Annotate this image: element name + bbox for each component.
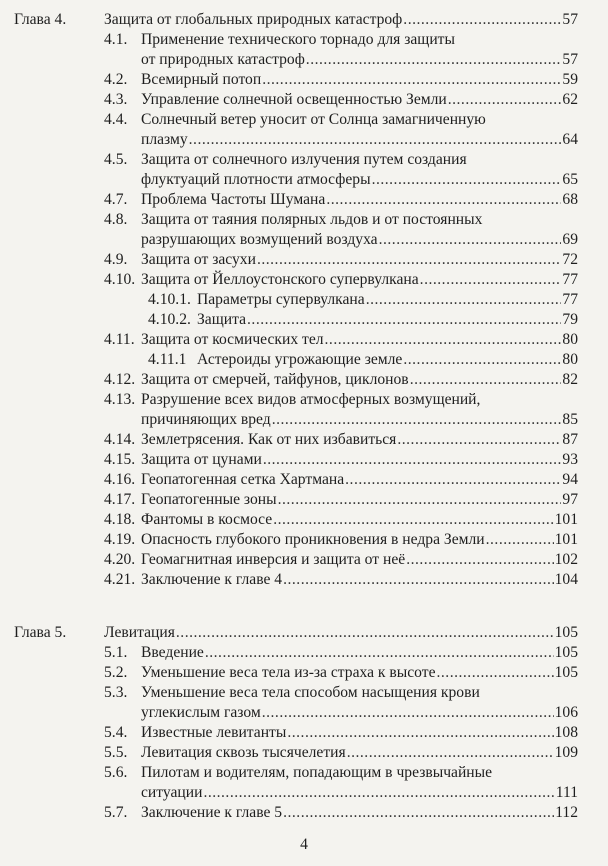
entry-number: 4.18. (104, 511, 136, 528)
toc-entry-line (0, 170, 608, 190)
entry-title: флуктуаций плотности атмосферы (141, 171, 371, 188)
entry-number: 4.19. (104, 531, 136, 548)
entry-title: Защита (197, 311, 247, 328)
entry-page-number: 109 (554, 744, 578, 761)
entry-title: плазму (141, 131, 188, 148)
entry-title: Левитация сквозь тысячелетия (141, 744, 346, 761)
chapter-heading-row (104, 10, 578, 30)
entry-title: разрушающих возмущений воздуха (141, 231, 378, 248)
leader-dots (257, 250, 561, 270)
entry-number: 4.10.2. (148, 311, 191, 328)
leader-dots (306, 50, 562, 70)
entry-number: 5.1. (104, 644, 128, 661)
entry-title: Левитация (104, 624, 175, 641)
entry-title: Солнечный ветер уносит от Солнца замагниченную (141, 111, 486, 128)
toc-entry-line-row (141, 330, 578, 350)
toc-entry-line (0, 763, 608, 783)
leader-dots (420, 270, 562, 290)
entry-page-number: 65 (562, 171, 578, 188)
toc-entry-line (0, 803, 608, 823)
toc-entry-line-row (141, 130, 578, 150)
toc-entry-line (0, 250, 608, 270)
toc-entry-line (0, 70, 608, 90)
entry-title: Всемирный потоп (141, 71, 262, 88)
leader-dots (379, 230, 562, 250)
entry-title: причиняющих вред (141, 411, 271, 428)
toc-entry-line (0, 50, 608, 70)
entry-title: Геопатогенная сетка Хартмана (141, 471, 345, 488)
entry-page-number: 105 (554, 644, 578, 661)
entry-title: Уменьшение веса тела из-за страха к высоте (141, 664, 436, 681)
toc-entry-line-row (141, 250, 578, 270)
entry-page-number: 57 (562, 51, 578, 68)
leader-dots (437, 663, 554, 683)
entry-number: 4.20. (104, 551, 136, 568)
toc-entry-line-row (141, 370, 578, 390)
entry-title: Применение технического торнадо для защиты (141, 31, 455, 48)
entry-page-number: 80 (562, 351, 578, 368)
toc-entry-line (0, 510, 608, 530)
toc-entry-line-row (141, 450, 578, 470)
chapter-heading (0, 10, 608, 30)
entry-page-number: 108 (554, 724, 578, 741)
entry-title: Управление солнечной освещенностью Земли (141, 91, 447, 108)
entry-page-number: 101 (554, 511, 578, 528)
entry-page-number: 77 (562, 271, 578, 288)
toc-entry-line-row (197, 350, 578, 370)
entry-title: Проблема Частоты Шумана (141, 191, 326, 208)
toc-entry-line-row (141, 410, 578, 430)
leader-dots (325, 330, 562, 350)
toc-entry-line (0, 90, 608, 110)
entry-number: 4.10.1. (148, 291, 191, 308)
entry-number: 5.3. (104, 684, 128, 701)
toc-entry-line (0, 743, 608, 763)
entry-number: 4.14. (104, 431, 136, 448)
leader-dots (262, 703, 554, 723)
entry-number: 4.5. (104, 151, 128, 168)
toc-entry-line (0, 550, 608, 570)
entry-page-number: 106 (554, 704, 578, 721)
toc-entry-line (0, 490, 608, 510)
entry-page-number: 80 (562, 331, 578, 348)
entry-title: Известные левитанты (141, 724, 287, 741)
entry-page-number: 104 (554, 571, 578, 588)
entry-title: Параметры супервулкана (197, 291, 365, 308)
toc-entry-line (0, 130, 608, 150)
entry-number: 4.21. (104, 571, 136, 588)
chapter-label: Глава 5. (14, 624, 67, 641)
entry-number: 4.4. (104, 111, 128, 128)
toc-entry-line (0, 783, 608, 803)
leader-dots (262, 70, 561, 90)
leader-dots (189, 130, 562, 150)
toc-entry-line (0, 410, 608, 430)
leader-dots (326, 190, 561, 210)
entry-title: Защита от глобальных природных катастроф (104, 11, 403, 28)
toc-entry-line-row (141, 643, 578, 663)
toc-entry-line-row (141, 170, 578, 190)
toc-entry-line (0, 110, 608, 130)
leader-dots (448, 90, 562, 110)
entry-title: Защита от космических тел (141, 331, 324, 348)
toc-entry-line (0, 530, 608, 550)
toc-entry-line (0, 230, 608, 250)
leader-dots (345, 470, 561, 490)
entry-number: 4.10. (104, 271, 136, 288)
entry-number: 4.12. (104, 371, 136, 388)
toc-entry-line (0, 570, 608, 590)
toc-entry-line-row (141, 743, 578, 763)
entry-page-number: 72 (562, 251, 578, 268)
leader-dots (283, 570, 554, 590)
toc-entry-line (0, 350, 608, 370)
entry-page-number: 82 (562, 371, 578, 388)
leader-dots (176, 623, 554, 643)
entry-title: Защита от солнечного излучения путем создания (141, 151, 467, 168)
toc-entry-line (0, 30, 608, 50)
entry-title: Разрушение всех видов атмосферных возмущений, (141, 391, 481, 408)
toc-entry-line (0, 703, 608, 723)
toc-entry-line-row (141, 50, 578, 70)
toc-entry-line (0, 643, 608, 663)
chapter-heading-row (104, 623, 578, 643)
entry-title: углекислым газом (141, 704, 261, 721)
leader-dots (287, 723, 553, 743)
leader-dots (203, 783, 554, 803)
toc-entry-line-row (141, 190, 578, 210)
leader-dots (205, 643, 554, 663)
toc-entry-line-row (141, 270, 578, 290)
toc-entry-line-row (141, 703, 578, 723)
entry-page-number: 105 (554, 664, 578, 681)
toc-entry-line (0, 210, 608, 230)
entry-number: 4.16. (104, 471, 136, 488)
entry-page-number: 59 (562, 71, 578, 88)
entry-title: Заключение к главе 5 (141, 804, 283, 821)
entry-number: 4.8. (104, 211, 128, 228)
toc-entry-line-row (141, 90, 578, 110)
entry-number: 5.4. (104, 724, 128, 741)
entry-title: Защита от смерчей, тайфунов, циклонов (141, 371, 409, 388)
toc-entry-line-row (141, 70, 578, 90)
toc-entry-line (0, 430, 608, 450)
entry-number: 4.13. (104, 391, 136, 408)
entry-title: Опасность глубокого проникновения в недра Земли (141, 531, 485, 548)
entry-page-number: 57 (562, 11, 578, 28)
toc-entry-line (0, 370, 608, 390)
entry-page-number: 94 (562, 471, 578, 488)
entry-page-number: 97 (562, 491, 578, 508)
toc-entry-line (0, 470, 608, 490)
entry-page-number: 111 (555, 784, 578, 801)
entry-page-number: 87 (562, 431, 578, 448)
entry-page-number: 102 (554, 551, 578, 568)
entry-title: от природных катастроф (141, 51, 305, 68)
entry-title: Геомагнитная инверсия и защита от неё (141, 551, 406, 568)
entry-page-number: 112 (555, 804, 578, 821)
leader-dots (278, 490, 562, 510)
entry-number: 5.2. (104, 664, 128, 681)
entry-title: Пилотам и водителям, попадающим в чрезвычайные (141, 764, 493, 781)
toc-entry-line-row (141, 230, 578, 250)
entry-page-number: 93 (562, 451, 578, 468)
entry-number: 4.1. (104, 31, 128, 48)
toc-entry-line (0, 290, 608, 310)
toc-entry-line-row (141, 663, 578, 683)
leader-dots (283, 803, 554, 823)
leader-dots (410, 370, 562, 390)
entry-title: Уменьшение веса тела способом насыщения крови (141, 684, 480, 701)
leader-dots (403, 350, 561, 370)
entry-number: 5.5. (104, 744, 128, 761)
entry-page-number: 85 (562, 411, 578, 428)
entry-page-number: 105 (554, 624, 578, 641)
toc-entry-line-row (141, 510, 578, 530)
entry-number: 5.7. (104, 804, 128, 821)
toc-entry-line-row (141, 783, 578, 803)
entry-page-number: 64 (562, 131, 578, 148)
toc-entry-line-row (141, 470, 578, 490)
leader-dots (366, 290, 562, 310)
leader-dots (486, 530, 554, 550)
entry-number: 5.6. (104, 764, 128, 781)
leader-dots (403, 10, 561, 30)
toc-entry-line-row (141, 570, 578, 590)
entry-number: 4.9. (104, 251, 128, 268)
entry-page-number: 79 (562, 311, 578, 328)
entry-title: Геопатогенные зоны (141, 491, 277, 508)
entry-title: Астероиды угрожающие земле (197, 351, 403, 368)
toc-entry-line-row (197, 310, 578, 330)
leader-dots (273, 510, 553, 530)
entry-page-number: 77 (562, 291, 578, 308)
entry-number: 4.7. (104, 191, 128, 208)
toc-entry-line (0, 390, 608, 410)
entry-page-number: 69 (562, 231, 578, 248)
entry-page-number: 101 (554, 531, 578, 548)
toc-entry-line-row (141, 530, 578, 550)
chapter-heading (0, 623, 608, 643)
toc-entry-line (0, 190, 608, 210)
entry-title: Заключение к главе 4 (141, 571, 283, 588)
leader-dots (372, 170, 562, 190)
entry-number: 4.15. (104, 451, 136, 468)
entry-title: Защита от цунами (141, 451, 262, 468)
entry-title: ситуации (141, 784, 203, 801)
toc-entry-line (0, 150, 608, 170)
toc-entry-line-row (141, 550, 578, 570)
entry-number: 4.2. (104, 71, 128, 88)
toc-entry-line (0, 683, 608, 703)
toc-entry-line (0, 330, 608, 350)
entry-title: Защита от Йеллоустонского супервулкана (141, 271, 419, 288)
toc-entry-line-row (141, 723, 578, 743)
entry-number: 4.11.1 (148, 351, 187, 368)
chapter-label: Глава 4. (14, 11, 67, 28)
toc-entry-line (0, 310, 608, 330)
entry-page-number: 68 (562, 191, 578, 208)
leader-dots (397, 430, 561, 450)
entry-number: 4.11. (104, 331, 135, 348)
toc-entry-line (0, 270, 608, 290)
toc-entry-line (0, 450, 608, 470)
entry-title: Защита от таяния полярных льдов и от постоянных (141, 211, 483, 228)
entry-title: Защита от засухи (141, 251, 256, 268)
leader-dots (347, 743, 554, 763)
leader-dots (247, 310, 561, 330)
entry-number: 4.3. (104, 91, 128, 108)
toc-entry-line (0, 723, 608, 743)
toc-entry-line-row (141, 490, 578, 510)
entry-title: Землетрясения. Как от них избавиться (141, 431, 397, 448)
toc-entry-line-row (141, 803, 578, 823)
page-number: 4 (300, 836, 308, 853)
entry-number: 4.17. (104, 491, 136, 508)
leader-dots (406, 550, 553, 570)
leader-dots (272, 410, 562, 430)
toc-entry-line (0, 663, 608, 683)
toc-entry-line-row (197, 290, 578, 310)
leader-dots (263, 450, 562, 470)
toc-entry-line-row (141, 430, 578, 450)
entry-title: Фантомы в космосе (141, 511, 273, 528)
entry-title: Введение (141, 644, 204, 661)
entry-page-number: 62 (562, 91, 578, 108)
